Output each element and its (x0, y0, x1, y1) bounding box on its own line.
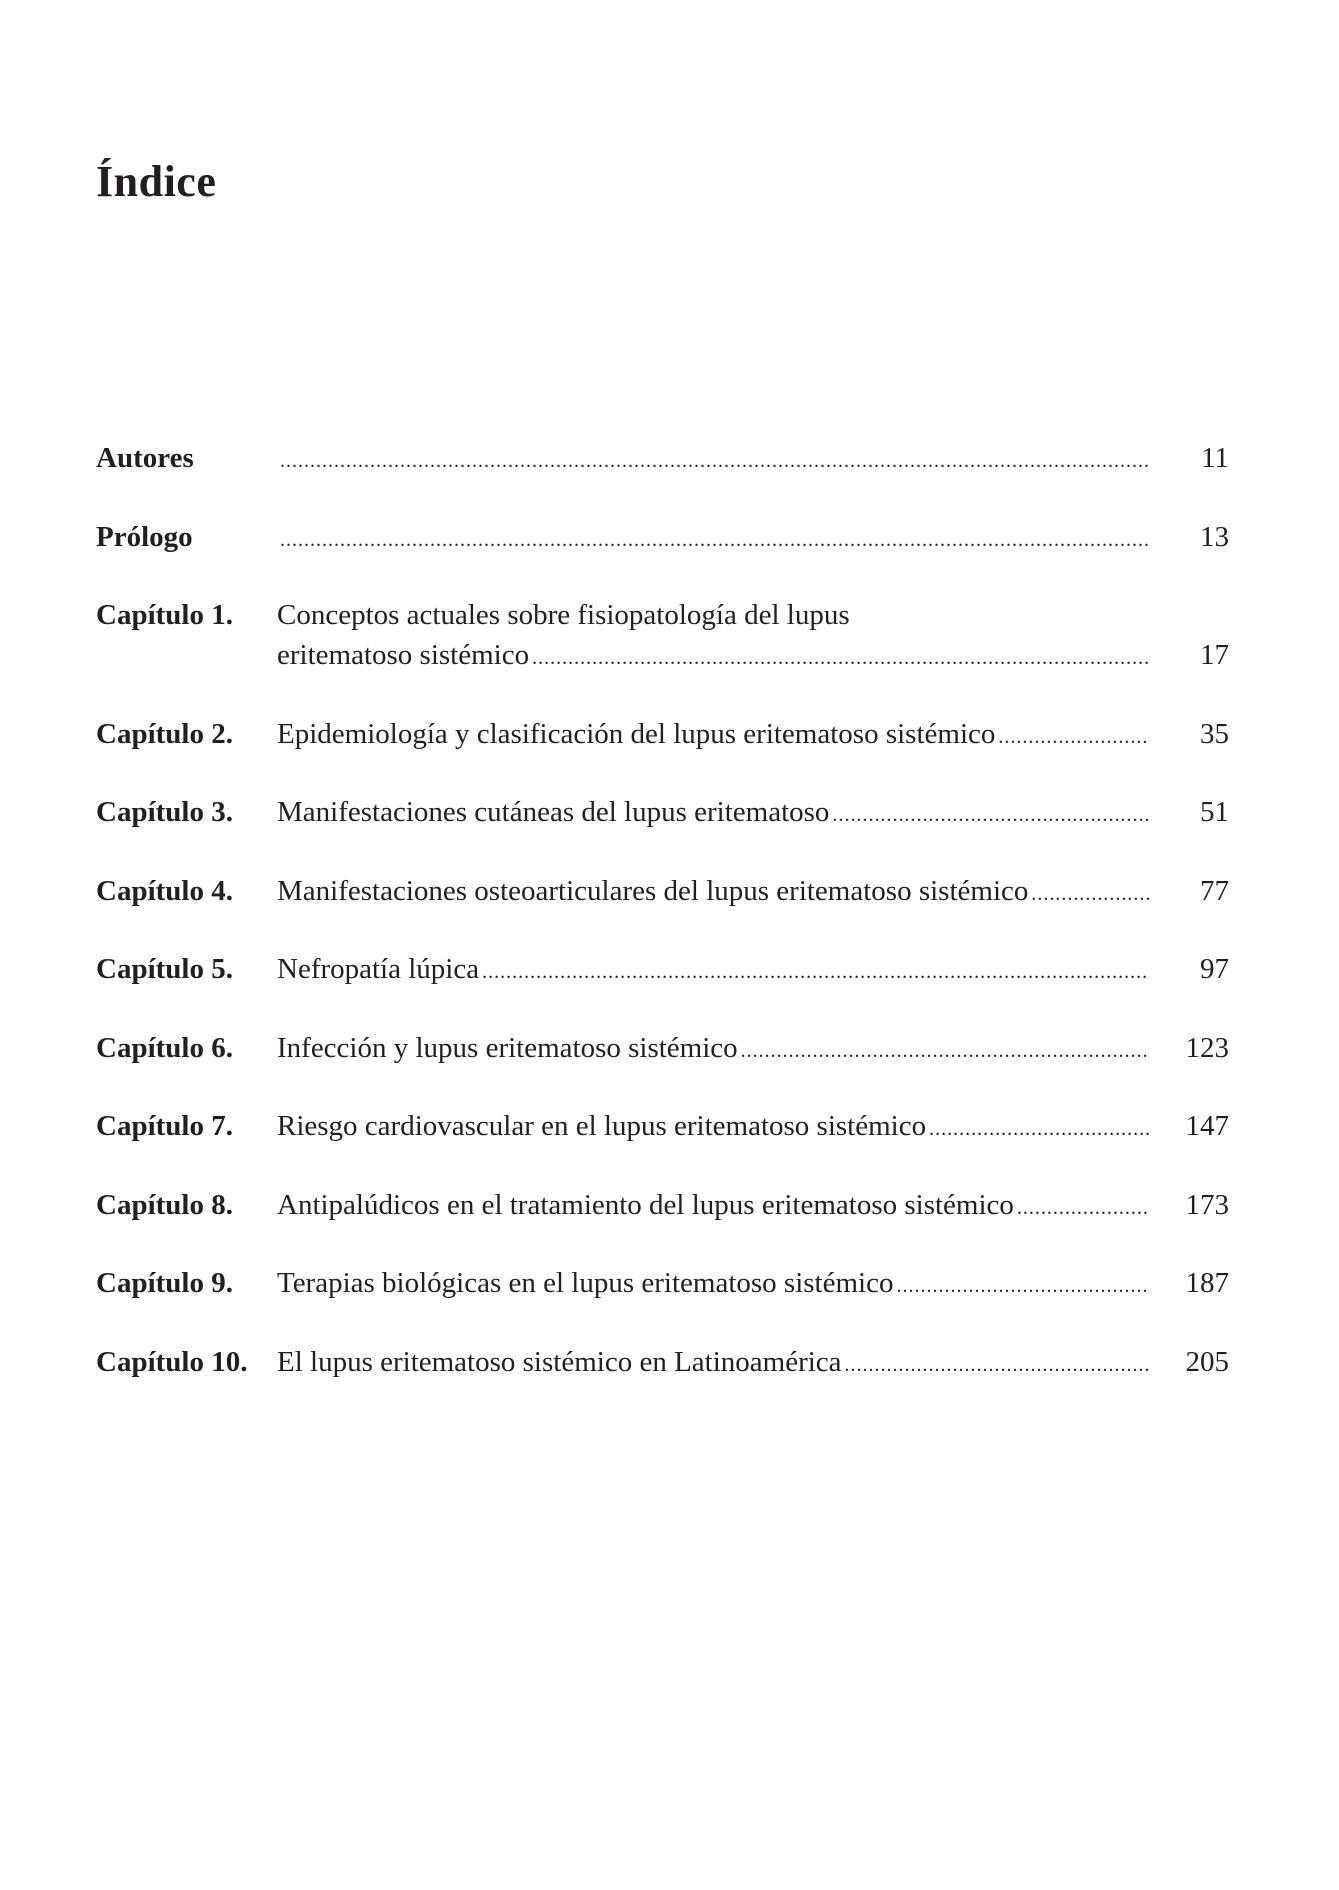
page-title: Índice (96, 157, 217, 206)
toc-entry-page: 35 (1200, 717, 1229, 750)
toc-entry-capitulo-10[interactable] (96, 1342, 1229, 1421)
dot-leader (896, 1266, 1149, 1306)
table-of-contents (96, 438, 1229, 1420)
toc-entry-title: Terapias biológicas en el lupus eritematoso sistémico (277, 1267, 894, 1299)
toc-entry-label: Prólogo (96, 520, 193, 553)
toc-entry-capitulo-8[interactable] (96, 1185, 1229, 1264)
toc-entry-title: Epidemiología y clasificación del lupus eritematoso sistémico (277, 717, 996, 750)
toc-entry-label: Autores (96, 442, 194, 474)
toc-entry-capitulo-3[interactable] (96, 792, 1229, 871)
toc-entry-page: 205 (1185, 1345, 1229, 1378)
dot-leader (280, 441, 1149, 481)
dot-leader (280, 520, 1149, 560)
dot-leader (482, 952, 1149, 992)
toc-entry-title: Manifestaciones osteoarticulares del lupus eritematoso sistémico (277, 874, 1029, 907)
toc-entry-page: 77 (1200, 874, 1229, 907)
toc-entry-capitulo-2[interactable] (96, 714, 1229, 793)
toc-entry-page: 147 (1185, 1110, 1229, 1142)
toc-entry-label: Capítulo 1. (96, 599, 233, 631)
toc-entry-autores[interactable] (96, 438, 1229, 517)
toc-entry-title: Antipalúdicos en el tratamiento del lupus eritematoso sistémico (277, 1188, 1014, 1221)
toc-entry-label: Capítulo 6. (96, 1031, 233, 1064)
dot-leader (532, 638, 1149, 678)
toc-entry-title: Riesgo cardiovascular en el lupus eritematoso sistémico (277, 1110, 927, 1142)
toc-entry-title: Nefropatía lúpica (277, 953, 480, 985)
toc-entry-capitulo-5[interactable] (96, 949, 1229, 1028)
toc-entry-page: 123 (1185, 1031, 1229, 1064)
dot-leader (929, 1109, 1149, 1149)
toc-entry-label: Capítulo 8. (96, 1188, 233, 1221)
dot-leader (1031, 874, 1149, 914)
toc-entry-capitulo-4[interactable] (96, 871, 1229, 950)
toc-entry-label: Capítulo 9. (96, 1267, 233, 1299)
toc-entry-page: 51 (1200, 796, 1229, 828)
toc-entry-title-continued: eritematoso sistémico (277, 639, 530, 671)
toc-entry-prologo[interactable] (96, 517, 1229, 596)
toc-entry-capitulo-9[interactable] (96, 1263, 1229, 1342)
dot-leader (845, 1345, 1149, 1385)
toc-entry-label: Capítulo 5. (96, 953, 233, 985)
toc-entry-page: 11 (1201, 442, 1229, 474)
toc-entry-label: Capítulo 3. (96, 796, 233, 828)
dot-leader (832, 795, 1149, 835)
toc-entry-title: Infección y lupus eritematoso sistémico (277, 1031, 738, 1064)
toc-entry-title: Manifestaciones cutáneas del lupus eritematoso (277, 796, 830, 828)
toc-entry-capitulo-1[interactable] (96, 595, 1229, 714)
toc-entry-capitulo-6[interactable] (96, 1028, 1229, 1107)
toc-entry-page: 13 (1200, 520, 1229, 553)
dot-leader (998, 717, 1149, 757)
toc-entry-capitulo-7[interactable] (96, 1106, 1229, 1185)
dot-leader (741, 1031, 1149, 1071)
toc-entry-label: Capítulo 2. (96, 717, 233, 750)
toc-entry-page: 17 (1200, 639, 1229, 671)
toc-entry-page: 97 (1200, 953, 1229, 985)
toc-entry-label: Capítulo 4. (96, 874, 233, 907)
toc-entry-title: Conceptos actuales sobre fisiopatología del lupus (277, 599, 850, 631)
toc-entry-page: 173 (1185, 1188, 1229, 1221)
toc-entry-title: El lupus eritematoso sistémico en Latinoamérica (277, 1345, 842, 1378)
toc-entry-page: 187 (1185, 1267, 1229, 1299)
dot-leader (1017, 1188, 1149, 1228)
toc-entry-label: Capítulo 10. (96, 1345, 248, 1378)
toc-entry-label: Capítulo 7. (96, 1110, 233, 1142)
